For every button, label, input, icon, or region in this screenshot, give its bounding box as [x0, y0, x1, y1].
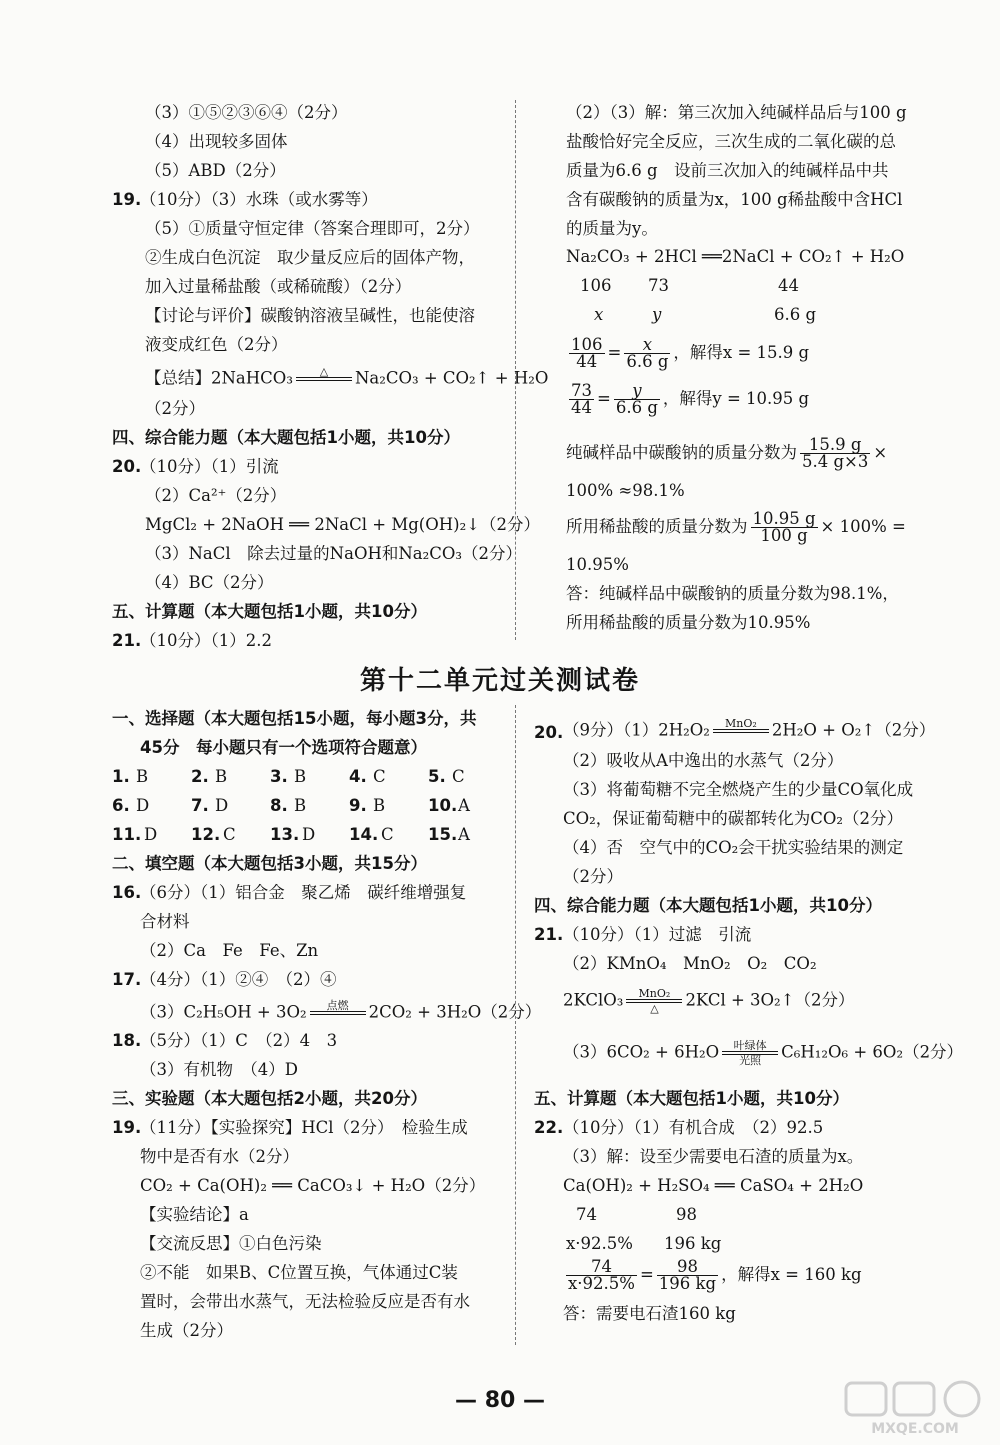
- text-line: 物中是否有水（2分）: [140, 1147, 299, 1166]
- reaction-arrow: [296, 366, 352, 392]
- fraction: $\frac{106}{44}$: [571, 335, 603, 371]
- section-heading: 二、填空题（本大题包括3小题，共15分）: [112, 854, 427, 873]
- text-line: （4）出现较多固体: [145, 132, 288, 151]
- arrow-condition: 光照: [739, 1054, 762, 1067]
- fraction: $\frac{98}{196 kg}$: [658, 1257, 717, 1293]
- text-line: （4）BC（2分）: [145, 573, 274, 592]
- text-line: （10分）（1）2.2: [140, 631, 272, 650]
- coefficient: 44: [778, 276, 799, 295]
- text-line: （5分）（1）C （2）4 3: [140, 1031, 338, 1050]
- text-line: 液变成红色（2分）: [145, 335, 288, 354]
- arrow-condition: MnO₂: [725, 717, 757, 730]
- text-line: 答：需要电石渣160 kg: [563, 1304, 736, 1323]
- text-line: （10分）（3）水珠（或水雾等）: [140, 190, 378, 209]
- equation-line: （3）6CO₂ + 6H₂O 叶绿体 光照 C₆H₁₂O₆ + 6O₂（2分）: [563, 1039, 964, 1067]
- unknown: x: [594, 305, 604, 324]
- arrow-condition: MnO₂: [638, 987, 671, 1000]
- text-line: （6分）（1）铝合金 聚乙烯 碳纤维增强复: [140, 883, 467, 902]
- section-heading: 四、综合能力题（本大题包括1小题，共10分）: [112, 428, 460, 447]
- reaction-arrow: [713, 718, 769, 744]
- section-heading: 五、计算题（本大题包括1小题，共10分）: [534, 1089, 849, 1108]
- text-line: 的质量为y。: [566, 219, 658, 238]
- text-line: （3）NaCl 除去过量的NaOH和Na₂CO₃（2分）: [145, 544, 523, 563]
- question-number: 21.: [534, 925, 564, 944]
- text-line: （3）将葡萄糖不完全燃烧产生的少量CO氧化成: [563, 780, 914, 799]
- fraction: $\frac{x}{6.6 g}$: [626, 335, 669, 371]
- proportion-line: $\frac{74}{x\cdot 92.5\%}$ = $\frac{98}{196 kg}$ ，解得x = 160 kg: [568, 1257, 862, 1293]
- mass-value: 196 kg: [664, 1234, 722, 1253]
- text-line: 【交流反思】①白色污染: [140, 1234, 322, 1253]
- coefficient: 106: [580, 276, 612, 295]
- text-line: 100% ≈98.1%: [566, 481, 685, 500]
- text-line: 加入过量稀盐酸（或稀硫酸）（2分）: [145, 277, 412, 296]
- equation-line: [145, 366, 548, 392]
- coefficient: 74: [576, 1205, 597, 1224]
- text-line: （2）Ca²⁺（2分）: [145, 486, 287, 505]
- fraction: $\frac{y}{6.6 g}$: [615, 381, 658, 417]
- fraction: $\frac{10.95 g}{100 g}$: [752, 509, 816, 545]
- answer-row: 6. D 7. D 8. B 9. B 10.A: [112, 796, 470, 815]
- text-line: （3）解：设至少需要电石渣的质量为x。: [563, 1147, 864, 1166]
- calculation-line: 纯碱样品中碳酸钠的质量分数为 $\frac{15.9 g}{5.4 g\times 3}$ ×: [566, 435, 888, 471]
- equation-line: Na₂CO₃ + 2HCl ══2NaCl + CO₂↑ + H₂O: [566, 247, 905, 266]
- text-line: （5）①质量守恒定律（答案合理即可，2分）: [145, 219, 480, 238]
- text-line: （11分）【实验探究】HCl（2分） 检验生成: [140, 1118, 468, 1137]
- question-number: 18.: [112, 1031, 142, 1050]
- section-heading: 三、实验题（本大题包括2小题，共20分）: [112, 1089, 427, 1108]
- equation-line: （9分）（1）2H₂O₂ MnO₂ 2H₂O + O₂↑（2分）: [563, 718, 935, 744]
- question-number: 20.: [112, 457, 142, 476]
- text-line: 盐酸恰好完全反应，三次生成的二氧化碳的总: [566, 132, 896, 151]
- equation-line: 2KClO₃ MnO₂ △ 2KCl + 3O₂↑（2分）: [563, 987, 855, 1015]
- text-line: 合材料: [140, 912, 190, 931]
- unknown: y: [652, 305, 662, 324]
- text-line: 【实验结论】a: [140, 1205, 249, 1224]
- text-line: 10.95%: [566, 555, 629, 574]
- text-line: （10分）（1）引流: [140, 457, 279, 476]
- question-number: 16.: [112, 883, 142, 902]
- fraction: $\frac{73}{44}$: [571, 381, 592, 417]
- text-line: 质量为6.6 g 设前三次加入的纯碱样品中共: [566, 161, 889, 180]
- text-line: （3）①⑤②③⑥④（2分）: [145, 103, 348, 122]
- section-heading: 一、选择题（本大题包括15小题，每小题3分，共: [112, 709, 477, 728]
- mass-value: x·92.5%: [566, 1234, 633, 1253]
- question-number: 20.: [534, 723, 564, 742]
- text-line: （2）KMnO₄ MnO₂ O₂ CO₂: [563, 954, 817, 973]
- text-line: 置时，会带出水蒸气，无法检验反应是否有水: [140, 1292, 470, 1311]
- answer-row: 1. B 2. B 3. B 4. C 5. C: [112, 767, 465, 786]
- question-number: 22.: [534, 1118, 564, 1137]
- text-line: 含有碳酸钠的质量为x，100 g稀盐酸中含HCl: [566, 190, 903, 209]
- svg-text:MXQE.COM: MXQE.COM: [871, 1421, 959, 1437]
- page-number: — 80 —: [455, 1388, 545, 1413]
- text-line: 所用稀盐酸的质量分数为10.95%: [566, 613, 811, 632]
- equation-line: Ca(OH)₂ + H₂SO₄ ══ CaSO₄ + 2H₂O: [563, 1176, 864, 1195]
- text-line: （5）ABD（2分）: [145, 161, 286, 180]
- text-line: ②不能 如果B、C位置互换，气体通过C装: [140, 1263, 458, 1282]
- reaction-arrow: [722, 1040, 778, 1066]
- answer-row: 11. D 12. C 13. D 14. C 15.A: [112, 825, 470, 844]
- text-line: 【讨论与评价】碳酸钠溶液呈碱性，也能使溶: [145, 306, 475, 325]
- reaction-arrow: [310, 1000, 366, 1026]
- proportion-line: $\frac{106}{44}$ = $\frac{x}{6.6 g}$ ，解得x = 15.9 g: [571, 335, 810, 371]
- arrow-condition: △: [650, 1002, 659, 1015]
- text-line: （10分）（1）过滤 引流: [563, 925, 752, 944]
- mass-value: 6.6 g: [774, 305, 817, 324]
- watermark-logo: [840, 1379, 990, 1439]
- text-line: （2分）: [145, 399, 205, 418]
- text-line: MgCl₂ + 2NaOH ══ 2NaCl + Mg(OH)₂↓（2分）: [145, 515, 541, 534]
- text-line: （3）有机物 （4）D: [140, 1060, 298, 1079]
- question-number: 21.: [112, 631, 142, 650]
- text-line: ②生成白色沉淀 取少量反应后的固体产物，: [145, 248, 475, 267]
- section-heading: 五、计算题（本大题包括1小题，共10分）: [112, 602, 427, 621]
- equation-line: CO₂ + Ca(OH)₂ ══ CaCO₃↓ + H₂O（2分）: [140, 1176, 486, 1195]
- text-line: 答：纯碱样品中碳酸钠的质量分数为98.1%，: [566, 584, 899, 603]
- text-line: （2）吸收从A中逸出的水蒸气（2分）: [563, 751, 844, 770]
- proportion-line: $\frac{73}{44}$ = $\frac{y}{6.6 g}$ ，解得y = 10.95 g: [571, 381, 810, 417]
- arrow-condition: △: [319, 365, 329, 378]
- text-line: （2）（3）解：第三次加入纯碱样品后与100 g: [566, 103, 907, 122]
- reaction-arrow: [626, 988, 682, 1014]
- arrow-condition: 叶绿体: [733, 1039, 767, 1052]
- text-line: （10分）（1）有机合成 （2）92.5: [563, 1118, 824, 1137]
- section-heading: 45分 每小题只有一个选项符合题意）: [140, 738, 427, 757]
- question-number: 17.: [112, 970, 142, 989]
- question-number: 19.: [112, 190, 142, 209]
- question-number: 19.: [112, 1118, 142, 1137]
- equation-right: Na₂CO₃ + CO₂↑ + H₂O: [354, 368, 549, 388]
- text-line: 生成（2分）: [140, 1321, 233, 1340]
- text-line: （2分）: [563, 867, 623, 886]
- fraction: $\frac{15.9 g}{5.4 g\times 3}$: [802, 435, 869, 471]
- text-line: （4）否 空气中的CO₂会干扰实验结果的测定: [563, 838, 904, 857]
- text-line: （2）Ca Fe Fe、Zn: [140, 941, 319, 960]
- arrow-condition: 点燃: [326, 999, 349, 1012]
- text-line: CO₂，保证葡萄糖中的碳都转化为CO₂（2分）: [563, 809, 904, 828]
- section-title: 第十二单元过关测试卷: [359, 666, 640, 696]
- coefficient: 98: [676, 1205, 697, 1224]
- fraction: $\frac{74}{x\cdot 92.5\%}$: [568, 1257, 635, 1293]
- text-line: （4分）（1）②④ （2）④: [140, 970, 337, 989]
- equation-line: （3）C₂H₅OH + 3O₂ 点燃 2CO₂ + 3H₂O（2分）: [140, 1000, 541, 1026]
- calculation-line: 所用稀盐酸的质量分数为 $\frac{10.95 g}{100 g}$ × 100% =: [566, 509, 906, 545]
- section-heading: 四、综合能力题（本大题包括1小题，共10分）: [534, 896, 882, 915]
- equation-left: 【总结】2NaHCO₃: [145, 368, 293, 388]
- watermark-icon: [840, 1379, 990, 1439]
- coefficient: 73: [648, 276, 669, 295]
